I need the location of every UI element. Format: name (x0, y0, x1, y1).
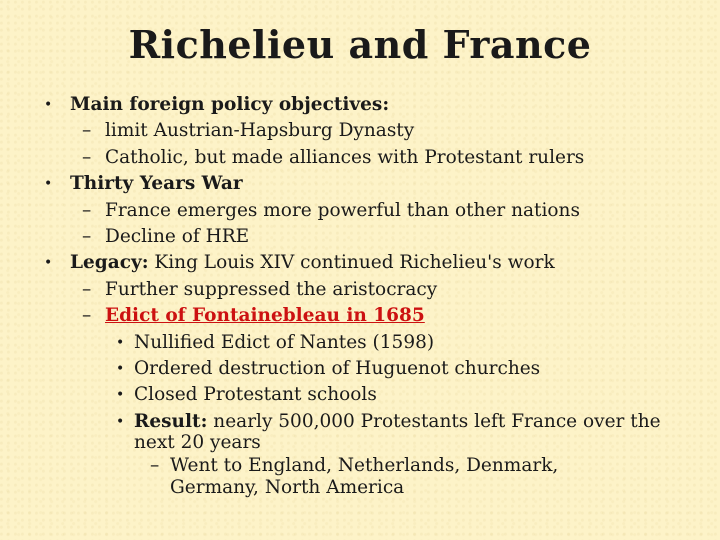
sub-bullet (44, 145, 694, 171)
sub-sub-bullet-text: nearly 500,000 Protestants left France over the next 20 years (134, 410, 661, 453)
sub-bullet (44, 224, 694, 250)
sub-sub-bullet-text: Nullified Edict of Nantes (1598) (134, 331, 435, 353)
dash-icon: – (82, 120, 92, 142)
bullet-text: Thirty Years War (70, 173, 243, 195)
sub-sub-bullet-text: Ordered destruction of Huguenot churches (134, 358, 541, 380)
sub-bullet (44, 198, 694, 224)
dash-icon: – (82, 146, 92, 168)
dash-icon: – (82, 305, 92, 327)
dash-icon: – (82, 278, 92, 300)
bullet-dot-icon: • (116, 361, 125, 378)
sub-sub-bullet (44, 356, 694, 382)
sub-bullet-text: Decline of HRE (105, 226, 250, 248)
bullet-dot-icon: • (44, 255, 53, 272)
bullet-dot-icon: • (44, 176, 53, 193)
dash-icon: – (82, 199, 92, 221)
sub-bullet-text: Further suppressed the aristocracy (105, 278, 438, 300)
bullet-dot-icon: • (116, 334, 125, 351)
bullet-foreign-policy (44, 92, 694, 118)
bullet-thirty-years-war (44, 171, 694, 197)
sub-sub-sub-bullet (44, 455, 694, 499)
sub-sub-bullet-text: Closed Protestant schools (134, 384, 377, 406)
bullet-legacy (44, 250, 694, 276)
bullet-text: King Louis XIV continued Richelieu's work (148, 252, 555, 274)
result-line (134, 409, 694, 453)
sub-bullet-text: limit Austrian-Hapsburg Dynasty (105, 120, 415, 142)
sub-bullet (44, 118, 694, 144)
legacy-label: Legacy: (70, 252, 149, 274)
sub-bullet-text: Catholic, but made alliances with Protestant rulers (105, 146, 585, 168)
sub-sub-bullet (44, 382, 694, 408)
bullet-dot-icon: • (116, 387, 125, 404)
dash-icon: – (150, 454, 160, 476)
edict-highlight-text: Edict of Fontainebleau in 1685 (105, 305, 425, 327)
slide-content (44, 92, 694, 499)
dash-icon: – (82, 226, 92, 248)
sub-bullet (44, 277, 694, 303)
sub-sub-bullet (44, 330, 694, 356)
sub-sub-bullet-result (44, 409, 694, 453)
sub-bullet-edict (44, 303, 694, 329)
bullet-dot-icon: • (116, 413, 125, 430)
slide-title: Richelieu and France (128, 22, 592, 67)
bullet-text: Main foreign policy objectives: (70, 94, 390, 115)
sub-sub-sub-bullet-text: Went to England, Netherlands, Denmark, Germany, North America (170, 454, 559, 498)
sub-bullet-text: France emerges more powerful than other nations (105, 199, 580, 221)
bullet-dot-icon: • (44, 97, 53, 113)
result-label: Result: (134, 410, 208, 432)
